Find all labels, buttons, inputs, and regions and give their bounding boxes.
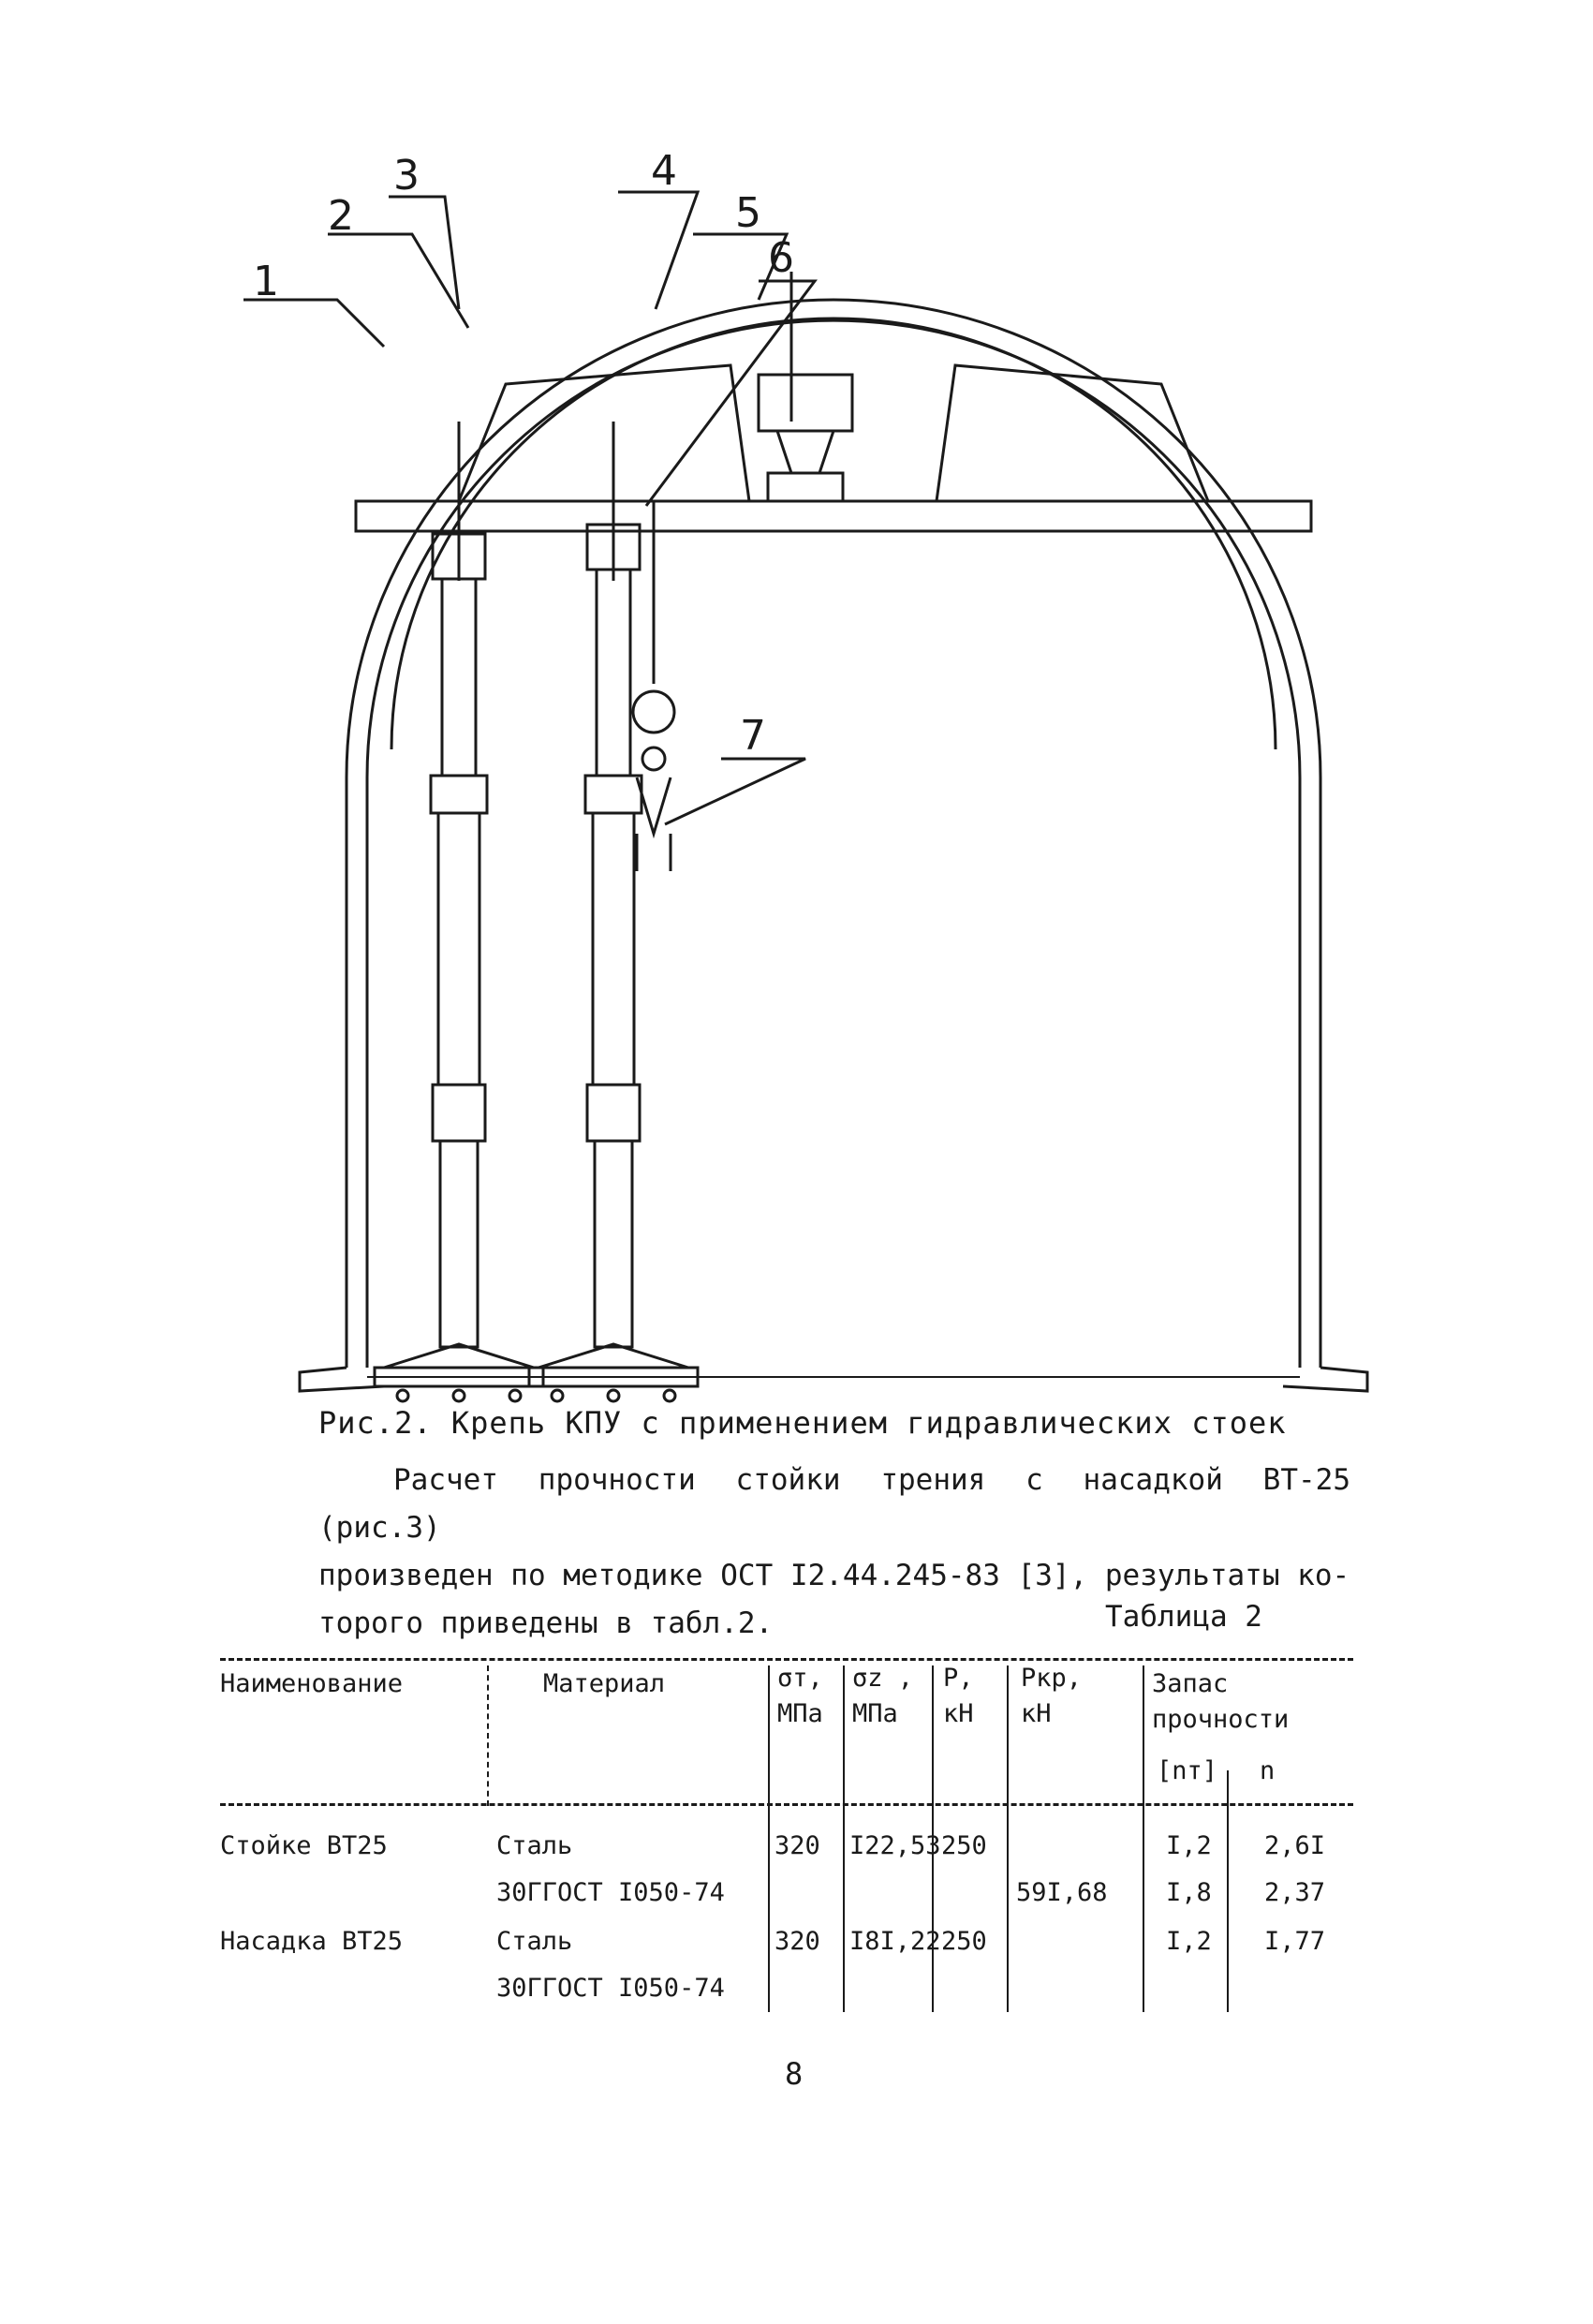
- row-3-material: Сталь: [496, 1927, 573, 1956]
- row-1-sigma-z: I22,53: [849, 1831, 941, 1860]
- row-1-name: Стойке ВТ25: [220, 1831, 388, 1860]
- page-number: 8: [785, 2056, 804, 2092]
- paragraph-line-1: Расчет прочности стойки трения с насадкой ВТ-25 (рис.3): [318, 1463, 1350, 1545]
- header-reserve: Запас: [1152, 1669, 1229, 1698]
- right-prop: [529, 422, 698, 1401]
- col-divider: [843, 1665, 845, 2012]
- row-3-nt: I,2: [1166, 1927, 1212, 1956]
- header-material: Материал: [543, 1669, 666, 1698]
- arch-outer: [347, 300, 1320, 1368]
- crossbeam: [356, 501, 1311, 531]
- callout-3: 3: [393, 152, 420, 200]
- callout-4: 4: [651, 147, 677, 195]
- header-sigma-z: σz ,: [852, 1664, 914, 1693]
- header-sigma-t-unit: МПа: [777, 1699, 823, 1728]
- row-1-n: 2,6I: [1264, 1831, 1326, 1860]
- paragraph-line-2: произведен по методике ОСТ I2.44.245-83 [3], результаты ко-: [318, 1559, 1350, 1592]
- figure-caption: Рис.2. Крепь КПУ с применением гидравлических стоек: [318, 1405, 1287, 1441]
- row-3-sigma-t: 320: [774, 1927, 820, 1956]
- right-foot: [1283, 1368, 1367, 1391]
- callout-1: 1: [253, 258, 279, 305]
- callout-5: 5: [735, 189, 761, 237]
- center-clamp: [768, 473, 843, 501]
- paragraph-line-3: торого приведены в табл.2.: [318, 1606, 774, 1640]
- kpu-support-schematic: [253, 147, 1386, 1414]
- col-divider: [487, 1665, 489, 1806]
- col-divider: [768, 1665, 770, 2012]
- callout-7: 7: [740, 712, 766, 760]
- row-1-nt: I,2: [1166, 1831, 1212, 1860]
- header-sigma-t: σт,: [777, 1664, 823, 1693]
- col-divider: [1143, 1665, 1144, 2012]
- row-1-p: 250: [941, 1831, 987, 1860]
- col-divider: [1007, 1665, 1009, 2012]
- header-pkr: Pкр,: [1021, 1664, 1083, 1693]
- header-reserve-2: прочности: [1152, 1705, 1290, 1734]
- arch-inner: [367, 320, 1300, 1368]
- header-p-unit: кН: [943, 1699, 974, 1728]
- row-2-nt: I,8: [1166, 1878, 1212, 1907]
- header-name: Наименование: [220, 1669, 404, 1698]
- table-top-rule: [220, 1658, 1353, 1661]
- callout-2: 2: [328, 192, 354, 240]
- row-3-name: Насадка ВТ25: [220, 1927, 404, 1956]
- left-prop: [375, 422, 543, 1401]
- row-3-n: I,77: [1264, 1927, 1326, 1956]
- col-divider: [1227, 1770, 1229, 2012]
- row-3-material-2: 30ГГОСТ I050-74: [496, 1974, 725, 2003]
- row-3-sigma-z: I8I,22: [849, 1927, 941, 1956]
- header-sigma-z-unit: МПа: [852, 1699, 898, 1728]
- support-drawing: [253, 147, 1386, 1414]
- table-header-rule: [220, 1803, 1353, 1806]
- left-foot: [300, 1368, 384, 1391]
- row-2-n: 2,37: [1264, 1878, 1326, 1907]
- callout-leaders: [243, 192, 815, 824]
- header-nt: [nт]: [1157, 1756, 1218, 1785]
- header-n: n: [1260, 1756, 1276, 1785]
- row-1-material-2: 30ГГОСТ I050-74: [496, 1878, 725, 1907]
- row-2-pkr: 59I,68: [1016, 1878, 1108, 1907]
- header-pkr-unit: кН: [1021, 1699, 1052, 1728]
- table-title: Таблица 2: [1105, 1600, 1262, 1634]
- callout-6: 6: [768, 234, 794, 282]
- row-1-sigma-t: 320: [774, 1831, 820, 1860]
- row-1-material: Сталь: [496, 1831, 573, 1860]
- row-3-p: 250: [941, 1927, 987, 1956]
- header-p: P,: [943, 1664, 974, 1693]
